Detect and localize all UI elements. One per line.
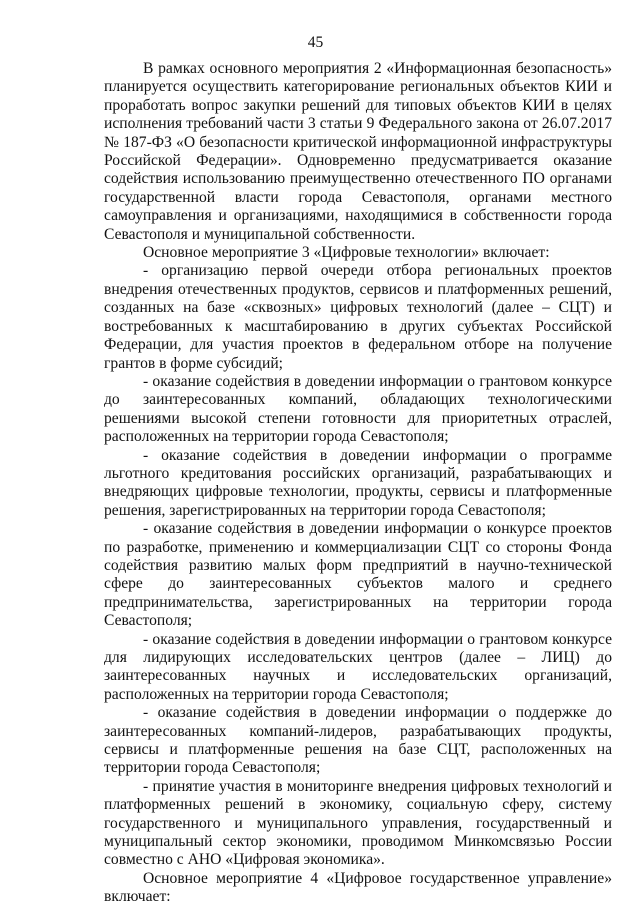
list-item: - организацию первой очереди отбора региональных проектов внедрения отечественных продуктов, сервисов и платформенных решений, созданных на базе «сквозных» цифровых технологий (далее – СЦТ) и востребованных к масштабированию в других субъектах Российской Федерации, для участия проектов в федеральном отборе на получение грантов в форме субсидий; [104, 262, 612, 372]
list-item: - оказание содействия в доведении информации о программе льготного кредитования российских организаций, разрабатывающих и внедряющих цифровые технологии, продукты, сервисы и платформенные решения, зарегистрированных на территории города Севастополя; [104, 446, 612, 519]
document-body [104, 60, 612, 907]
list-item: - оказание содействия в доведении информации о поддержке до заинтересованных компаний-лидеров, разрабатывающих продукты, сервисы и платформенные решения на базе СЦТ, расположенных на территории города Севастополя; [104, 704, 612, 777]
paragraph-infosec: В рамках основного мероприятия 2 «Информационная безопасность» планируется осуществить категорирование региональных объектов КИИ и проработать вопрос закупки решений для типовых объектов КИИ в целях исполнения требований части 3 статьи 9 Федерального закона от 26.07.2017 № 187-ФЗ «О безопасности критической информационной инфраструктуры Российской Федерации». Одновременно предусматривается оказание содействия использованию преимущественно отечественного ПО органами государственной власти города Севастополя, органами местного самоуправления и организациями, находящимися в собственности города Севастополя и муниципальной собственности. [104, 60, 612, 243]
paragraph-digital-tech-intro: Основное мероприятие 3 «Цифровые технологии» включает: [143, 244, 550, 262]
list-item: - принятие участия в мониторинге внедрения цифровых технологий и платформенных решений в экономику, социальную сферу, систему государственного и муниципального управления, государственный и муниципальный сектор экономики, проводимом Минкомсвязью России совместно с АНО «Цифровая экономика». [104, 777, 612, 869]
page-number: 45 [307, 34, 324, 51]
list-item: - оказание содействия в доведении информации о грантовом конкурсе для лидирующих исследовательских центров (далее – ЛИЦ) до заинтересованных научных и исследовательских организаций, расположенных на территории города Севастополя; [104, 630, 612, 703]
paragraph-digital-gov-intro: Основное мероприятие 4 «Цифровое государственное управление» включает: [104, 869, 612, 906]
list-item: - оказание содействия в доведении информации о грантовом конкурсе до заинтересованных компаний, обладающих технологическими решениями высокой степени готовности для приоритетных отраслей, расположенных на территории города Севастополя; [104, 372, 612, 446]
list-item: - оказание содействия в доведении информации о конкурсе проектов по разработке, применению и коммерциализации СЦТ со стороны Фонда содействия развитию малых форм предприятий в научно-технической сфере до заинтересованных субъектов малого и среднего предпринимательства, зарегистрированных на территории города Севастополя; [104, 520, 612, 630]
